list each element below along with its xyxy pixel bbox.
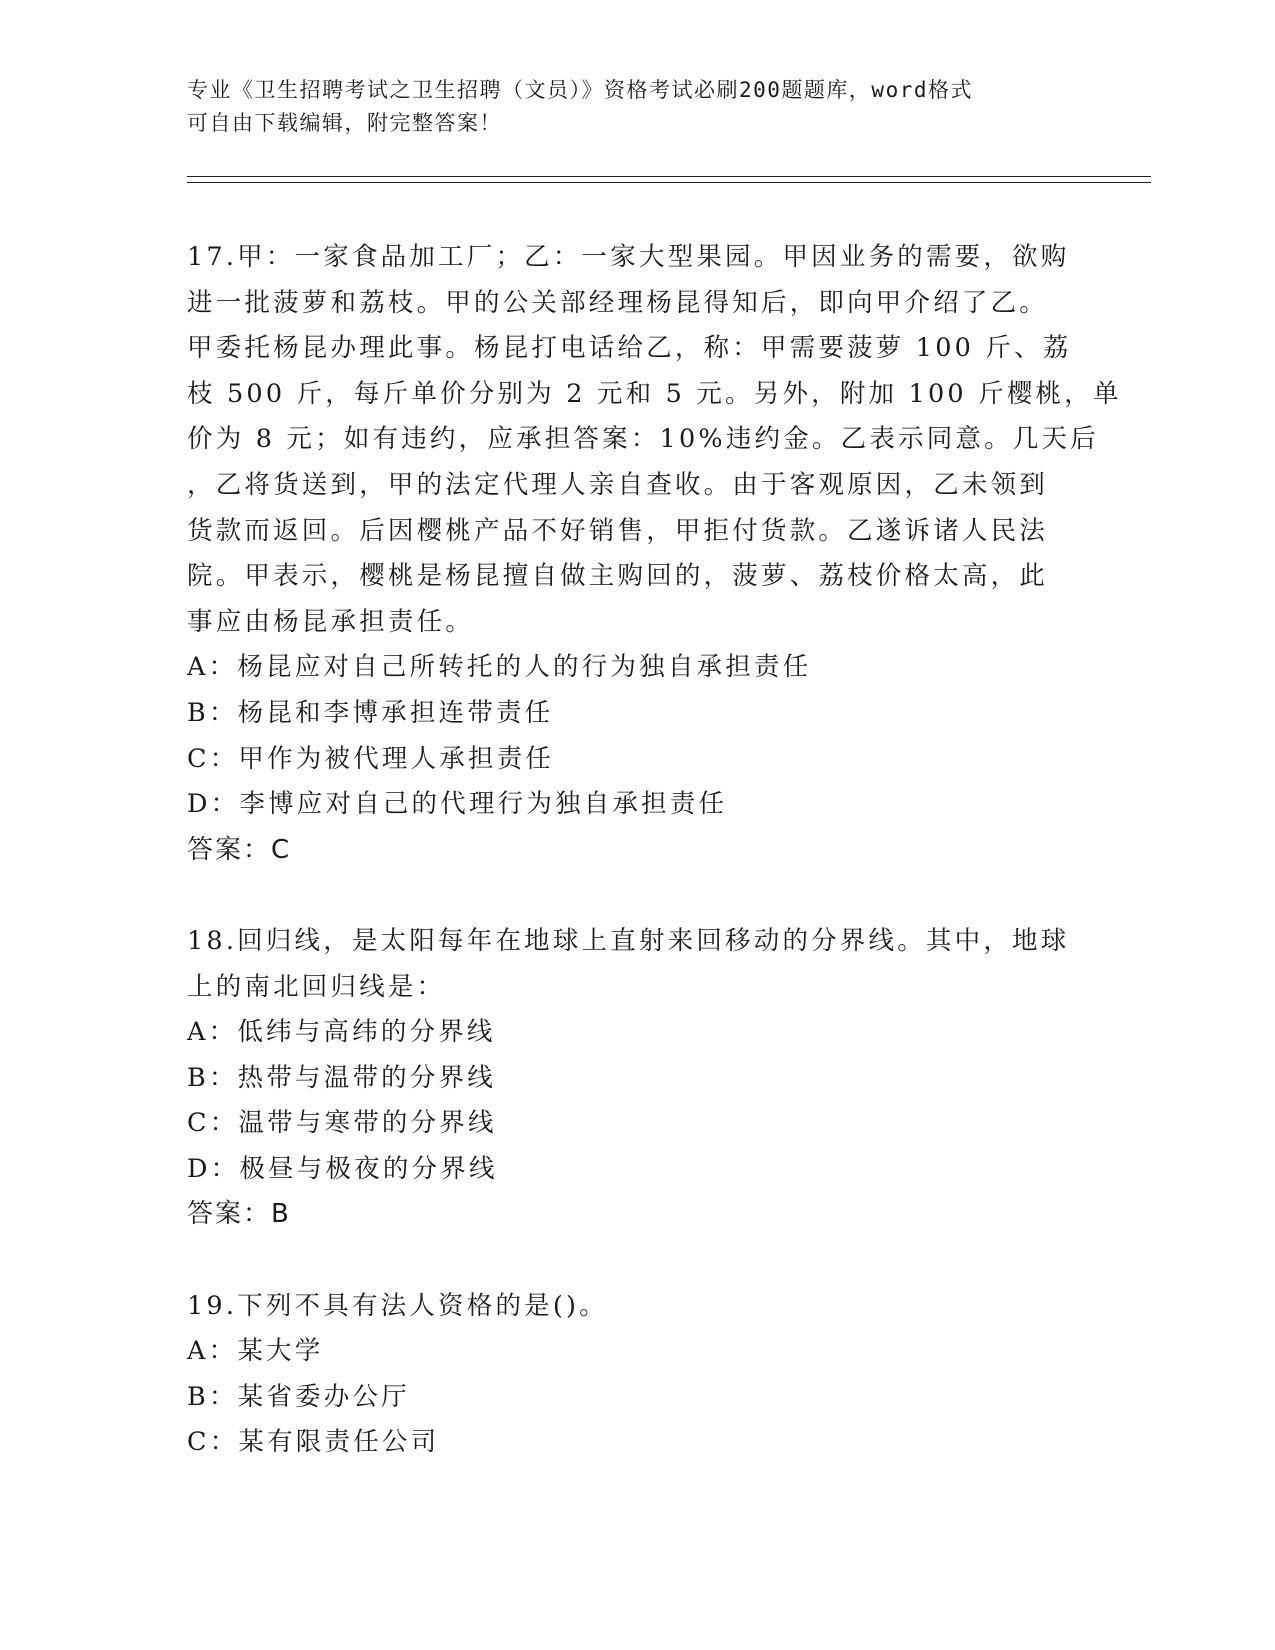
- option-d: D：极昼与极夜的分界线: [187, 1153, 498, 1184]
- question-text-line: 枝 500 斤，每斤单价分别为 2 元和 5 元。另外，附加 100 斤樱桃，单: [187, 378, 1122, 409]
- question-text-line: 进一批菠萝和荔枝。甲的公关部经理杨昆得知后，即向甲介绍了乙。: [187, 287, 1049, 318]
- question-text-line: 院。甲表示，樱桃是杨昆擅自做主购回的，菠萝、荔枝价格太高，此: [187, 561, 1049, 592]
- question-list: [187, 235, 1122, 1466]
- question-text-line: 价为 8 元；如有违约，应承担答案：10%违约金。乙表示同意。几天后: [187, 424, 1099, 455]
- question-text-line: 18.回归线，是太阳每年在地球上直射来回移动的分界线。其中，地球: [187, 925, 1070, 956]
- question-text-line: 甲委托杨昆办理此事。杨昆打电话给乙，称：甲需要菠萝 100 斤、荔: [187, 333, 1072, 364]
- question-19: [187, 1284, 1087, 1466]
- question-text-line: ，乙将货送到，甲的法定代理人亲自查收。由于客观原因，乙未领到: [187, 469, 1049, 500]
- question-text-line: 19.下列不具有法人资格的是()。: [187, 1290, 608, 1321]
- question-spacer: [187, 1238, 1087, 1284]
- header-line-2: 可自由下载编辑，附完整答案！: [187, 111, 502, 135]
- option-b: B：杨昆和李博承担连带责任: [187, 697, 554, 728]
- header-divider-top: [187, 176, 1151, 177]
- option-b: B：某省委办公厅: [187, 1381, 410, 1412]
- option-b: B：热带与温带的分界线: [187, 1062, 496, 1093]
- answer-label: 答案：B: [187, 1199, 291, 1230]
- question-text-line: 17.甲：一家食品加工厂；乙：一家大型果园。甲因业务的需要，欲购: [187, 242, 1070, 272]
- option-c: C：甲作为被代理人承担责任: [187, 743, 555, 774]
- answer-label: 答案：C: [187, 834, 292, 865]
- header-divider-bottom: [187, 182, 1151, 183]
- header-line-1: 专业《卫生招聘考试之卫生招聘（文员）》资格考试必刷200题题库，word格式: [187, 78, 973, 102]
- question-text-line: 上的南北回归线是：: [187, 971, 446, 1002]
- option-a: A：某大学: [187, 1336, 324, 1367]
- option-a: A：低纬与高纬的分界线: [187, 1017, 496, 1048]
- question-17: [187, 235, 1122, 873]
- option-d: D：李博应对自己的代理行为独自承担责任: [187, 789, 728, 820]
- question-text-line: 货款而返回。后因樱桃产品不好销售，甲拒付货款。乙遂诉诸人民法: [187, 515, 1049, 546]
- question-18: [187, 919, 1087, 1238]
- question-spacer: [187, 873, 1087, 919]
- option-c: C：某有限责任公司: [187, 1427, 440, 1458]
- option-c: C：温带与寒带的分界线: [187, 1108, 497, 1139]
- option-a: A：杨昆应对自己所转托的人的行为独自承担责任: [187, 652, 812, 683]
- document-header: [187, 74, 1067, 140]
- question-text-line: 事应由杨昆承担责任。: [187, 606, 475, 637]
